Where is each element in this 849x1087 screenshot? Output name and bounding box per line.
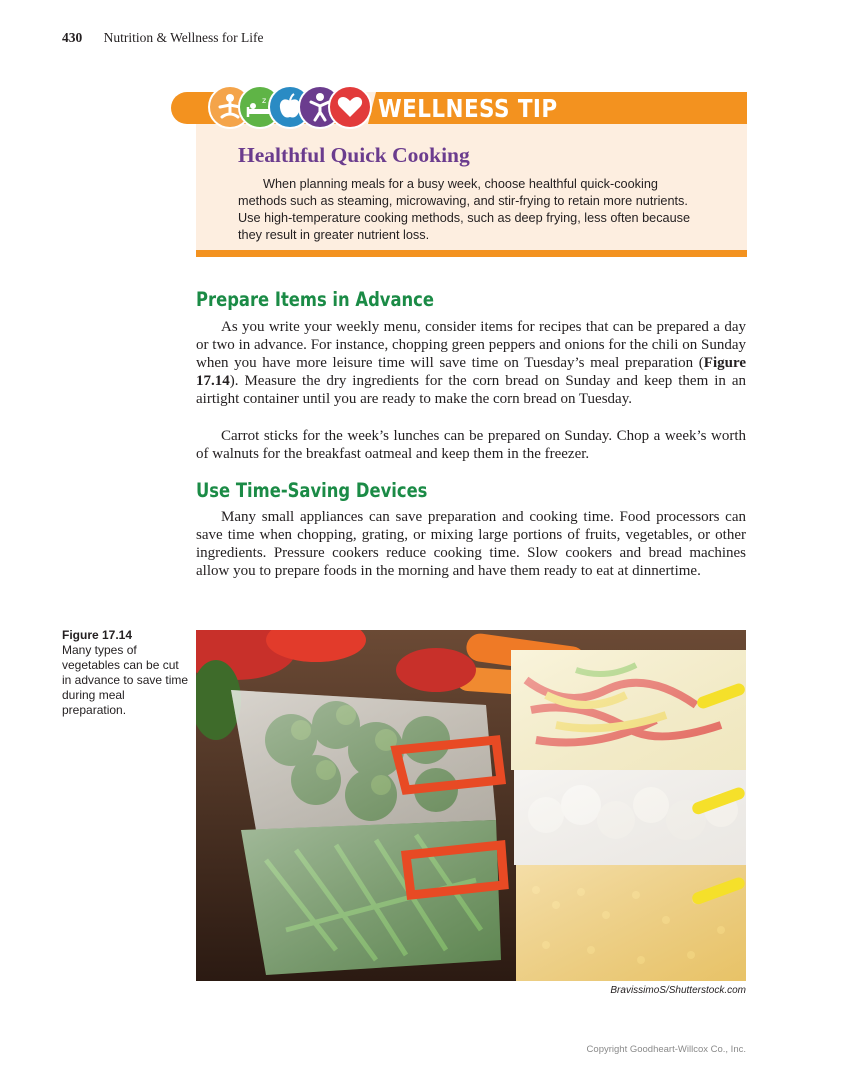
figure-photo-vegetable-containers <box>196 630 746 981</box>
wellness-tip-text: When planning meals for a busy week, choose healthful quick-cooking methods such as steaming, microwaving, and stir-frying to retain more nutrients. Use high-temperature cooking methods, such as deep frying, less often because they result in greater nutrient loss. <box>238 177 691 242</box>
photo-credit: BravissimoS/Shutterstock.com <box>610 985 746 996</box>
figure-caption-text: Many types of vegetables can be cut in advance to save time during meal preparation. <box>62 643 189 717</box>
page-number: 430 <box>62 30 83 45</box>
figure-reference: Figure 17.14 <box>196 355 746 389</box>
paragraph-text: As you write your weekly menu, consider items for recipes that can be prepared a day or two in advance. For instance, chopping green peppers and onions for the chili on Sunday when you have more leisure time will save time on Tuesday’s meal preparation ( <box>196 319 746 371</box>
svg-text:z: z <box>262 96 267 105</box>
copyright-notice: Copyright Goodheart-Willcox Co., Inc. <box>586 1044 746 1055</box>
wellness-tip-title: Healthful Quick Cooking <box>238 143 470 167</box>
book-title: Nutrition & Wellness for Life <box>103 30 264 45</box>
running-header <box>62 30 264 46</box>
wellness-icons <box>208 85 368 129</box>
photo-illustration <box>196 630 746 981</box>
paragraph-time-saving-devices: Many small appliances can save preparation and cooking time. Food processors can save time when chopping, grating, or mixing large portions of fruits, vegetables, or other ingredients. Pressure cookers reduce cooking time. Slow cookers and bread machines allow you to prepare foods in the morning and have them ready to eat at dinnertime. <box>196 509 746 579</box>
wellness-tip-label: WELLNESS TIP <box>378 94 558 123</box>
paragraph-prepare-items-2: Carrot sticks for the week’s lunches can be prepared on Sunday. Chop a week’s worth of walnuts for the breakfast oatmeal and keep them in the freezer. <box>196 428 746 462</box>
heart-icon <box>328 85 372 129</box>
section-heading-prepare-items: Prepare Items in Advance <box>196 288 435 311</box>
paragraph-text: ). Measure the dry ingredients for the corn bread on Sunday and keep them in an airtight container until you are ready to make the corn bread on Tuesday. <box>196 373 746 407</box>
paragraph-prepare-items-1 <box>196 318 746 408</box>
figure-caption <box>62 628 190 718</box>
section-heading-time-saving-devices: Use Time-Saving Devices <box>196 479 428 502</box>
figure-label: Figure 17.14 <box>62 628 133 642</box>
